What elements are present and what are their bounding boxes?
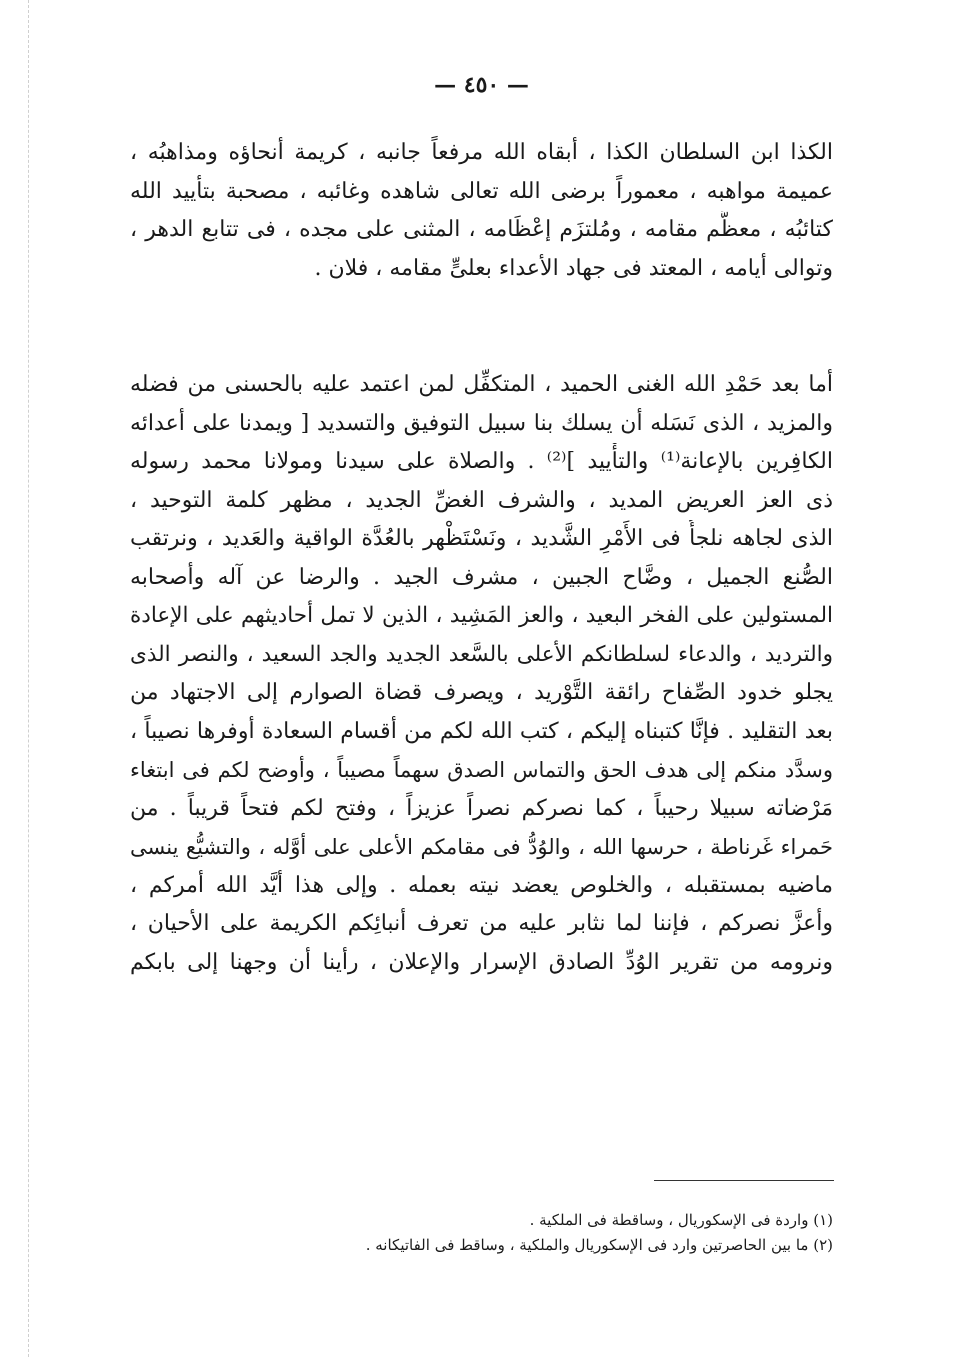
address-paragraph (130, 134, 833, 288)
text-line: ماضيه بمستقبله ، والخلوص يعضد نيته بعمله . وإلى هذا أيَّد الله أمركم ، (130, 872, 833, 898)
text-line: كتائبُه ، معظَّم مقامه ، ومُلتزَم إعْظَامه ، المثنى على مجده ، فى تتابع الدهر ، (130, 217, 833, 242)
text-line: الكافِرين بالإعانة⁽¹⁾ والتأْييد ]⁽²⁾ . والصلاة على سيدنا ومولانا محمد رسوله (130, 449, 833, 474)
text-line: الصُّنع الجميل ، وضَّاح الجبين ، مشرف الجيد . والرضا عن آله وأصحابه (130, 564, 833, 590)
text-line: أما بعد حَمْدِ الله الغنى الحميد ، المتكفِّل لمن اعتمد عليه بالحسنى من فضله (130, 372, 833, 397)
text-line: عميمة مواهبه ، معموراً برضى الله تعالى شاهده وغائبه ، مصحبة بتأييد الله (130, 178, 833, 204)
footnote-divider (654, 1180, 834, 1181)
footnote-1: (١) واردة فى الإسكوريال ، وساقطة فى الملكية . (529, 1211, 833, 1229)
text-line: والترديد ، والدعاء لسلطانكم الأعلى بالسَّعد الجديد والجد السعيد ، والنصر الذى (130, 641, 833, 667)
footnote-2: (٢) ما بين الحاصرتين وارد فى الإسكوريال والملكية ، وساقط فى الفاتيكانه . (365, 1236, 833, 1254)
text-line: وأعزَّ نصركم ، فإننا لما نثابر عليه من تعرف أنبائِكم الكريمة على الأحيان ، (130, 911, 833, 936)
scan-margin-line (28, 0, 29, 1357)
text-line: والمزيد ، الذى نَسَله أن يسلك بنا سبيل التوفيق والتسديد [ ويمدنا على أعدائه (130, 410, 833, 436)
text-line: حَمراء غَرناطة ، حرسها الله ، والوُدُّ فى مقامكم الأعلى على أوَّله ، والتشيُّع ينسى (130, 835, 833, 859)
footnotes (300, 1208, 833, 1258)
text-line: يجلو خدود الصِّفاح رائقة التَّوْريد ، ويصرف قضاة الصوارم إلى الاجتهاد من (130, 680, 833, 705)
letter-body-paragraph (130, 366, 833, 982)
text-line: الكذا ابن السلطان الكذا ، أبقاه الله مرفعاً جانبه ، كريمة أنحاؤه ومذاهبُه ، (130, 140, 833, 165)
text-line: الذى لجاهه نلجأُ فى الأَمْرِ الشَّديد ، ونَسْتَظْهر بالعُدَّة الواقية والعَديد ، ونرتقب (130, 526, 833, 551)
text-line: بعد التقليد . فإنَّا كتبناه إليكم ، كتب الله لكم من أقسام السعادة أوفرها نصيباً ، (130, 718, 833, 744)
text-line: وتوالى أيامه ، المعتد فى جهاد الأعداء بعلىٍّ مقامه ، فلان . (314, 255, 833, 281)
text-line: وسدَّد منكم إلى هدف الحق والتماس الصدق سهماً مصيباً ، وأوضح لكم فى ابتغاء (130, 758, 833, 782)
page-number: — ٤٥٠ — (434, 72, 529, 98)
text-line: المستولين على الفخر البعيد ، والعز المَشِيد ، الذين لا تمل أحاديثهم على الإعادة (130, 603, 833, 628)
text-line: ونرومه من تقرير الوُدِّ الصادق الإسرار والإعلان ، رأينا أن وجهنا إلى بابكم (130, 949, 833, 975)
text-line: ذى العز العريض المديد ، والشرف الغضِّ الجديد ، مظهر كلمة التوحيد ، (130, 487, 833, 513)
text-line: مَرْضاته سبيلا رحيباً ، كما نصركم نصراً عزيزاً ، وفتح لكم فتحاً قريباً . من (130, 795, 833, 821)
